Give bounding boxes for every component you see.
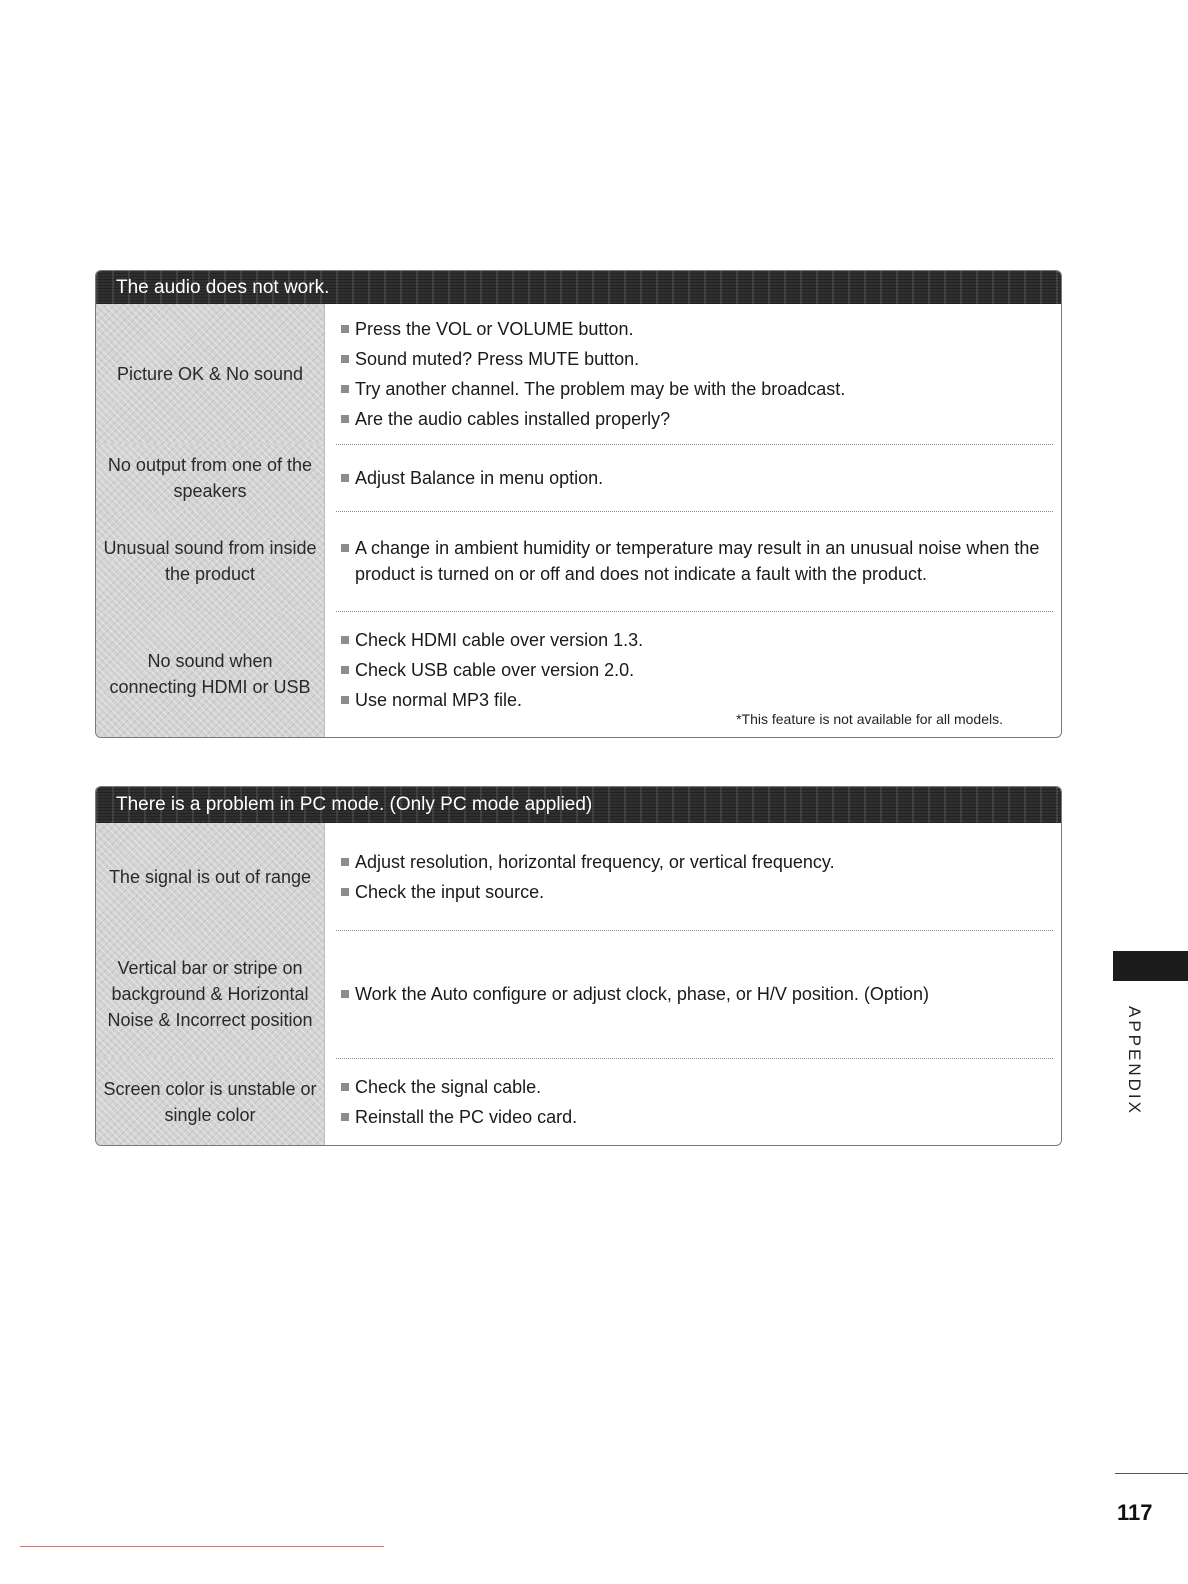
list-item: Reinstall the PC video card.: [341, 1104, 1041, 1130]
square-bullet-icon: [341, 385, 349, 393]
solution-list: [325, 304, 1061, 444]
list-item: Try another channel. The problem may be with the broadcast.: [341, 376, 1041, 402]
square-bullet-icon: [341, 636, 349, 644]
table-row: [96, 444, 1061, 511]
decorative-red-line: [20, 1546, 384, 1547]
list-item: Check HDMI cable over version 1.3.: [341, 627, 1041, 653]
square-bullet-icon: [341, 696, 349, 704]
square-bullet-icon: [341, 355, 349, 363]
square-bullet-icon: [341, 474, 349, 482]
page-number-rule: [1115, 1473, 1188, 1474]
audio-troubleshooting-table: [95, 270, 1062, 738]
page-number: 117: [1117, 1500, 1153, 1525]
pc-mode-troubleshooting-table: [95, 786, 1062, 1146]
square-bullet-icon: [341, 1113, 349, 1121]
symptom-label: The signal is out of range: [96, 823, 325, 930]
availability-footnote: *This feature is not available for all models.: [736, 711, 1003, 727]
section-header-audio: The audio does not work.: [96, 271, 1061, 304]
solution-list: [325, 1058, 1061, 1145]
section-tab-label: APPENDIX: [1125, 1006, 1144, 1116]
solution-list: [325, 444, 1061, 511]
solution-list: [325, 611, 1061, 737]
list-item: Press the VOL or VOLUME button.: [341, 316, 1041, 342]
list-item: Work the Auto configure or adjust clock, phase, or H/V position. (Option): [341, 981, 1041, 1007]
table-row: [96, 823, 1061, 930]
square-bullet-icon: [341, 325, 349, 333]
list-item: Adjust Balance in menu option.: [341, 465, 1041, 491]
list-item: Adjust resolution, horizontal frequency, or vertical frequency.: [341, 849, 1041, 875]
table-row: [96, 511, 1061, 611]
list-item: A change in ambient humidity or temperature may result in an unusual noise when the product is turned on or off and does not indicate a fault with the product.: [341, 535, 1041, 587]
symptom-label: Screen color is unstable or single color: [96, 1058, 325, 1145]
list-item: Use normal MP3 file.: [341, 687, 1041, 713]
square-bullet-icon: [341, 666, 349, 674]
table-row: [96, 1058, 1061, 1145]
table-row: [96, 930, 1061, 1058]
list-item: Check USB cable over version 2.0.: [341, 657, 1041, 683]
square-bullet-icon: [341, 415, 349, 423]
list-item: Are the audio cables installed properly?: [341, 406, 1041, 432]
square-bullet-icon: [341, 990, 349, 998]
square-bullet-icon: [341, 1083, 349, 1091]
solution-list: [325, 823, 1061, 930]
section-tab-marker: [1113, 951, 1188, 981]
symptom-label: Picture OK & No sound: [96, 304, 325, 444]
square-bullet-icon: [341, 544, 349, 552]
square-bullet-icon: [341, 858, 349, 866]
symptom-label: Unusual sound from inside the product: [96, 511, 325, 611]
symptom-label: No output from one of the speakers: [96, 444, 325, 511]
table-row: [96, 611, 1061, 737]
list-item: Check the signal cable.: [341, 1074, 1041, 1100]
symptom-label: No sound when connecting HDMI or USB: [96, 611, 325, 737]
section-header-pc-mode: There is a problem in PC mode. (Only PC mode applied): [96, 787, 1061, 823]
list-item: Check the input source.: [341, 879, 1041, 905]
solution-list: [325, 511, 1061, 611]
symptom-label: Vertical bar or stripe on background & Horizontal Noise & Incorrect position: [96, 930, 325, 1058]
list-item: Sound muted? Press MUTE button.: [341, 346, 1041, 372]
square-bullet-icon: [341, 888, 349, 896]
table-row: [96, 304, 1061, 444]
solution-list: [325, 930, 1061, 1058]
